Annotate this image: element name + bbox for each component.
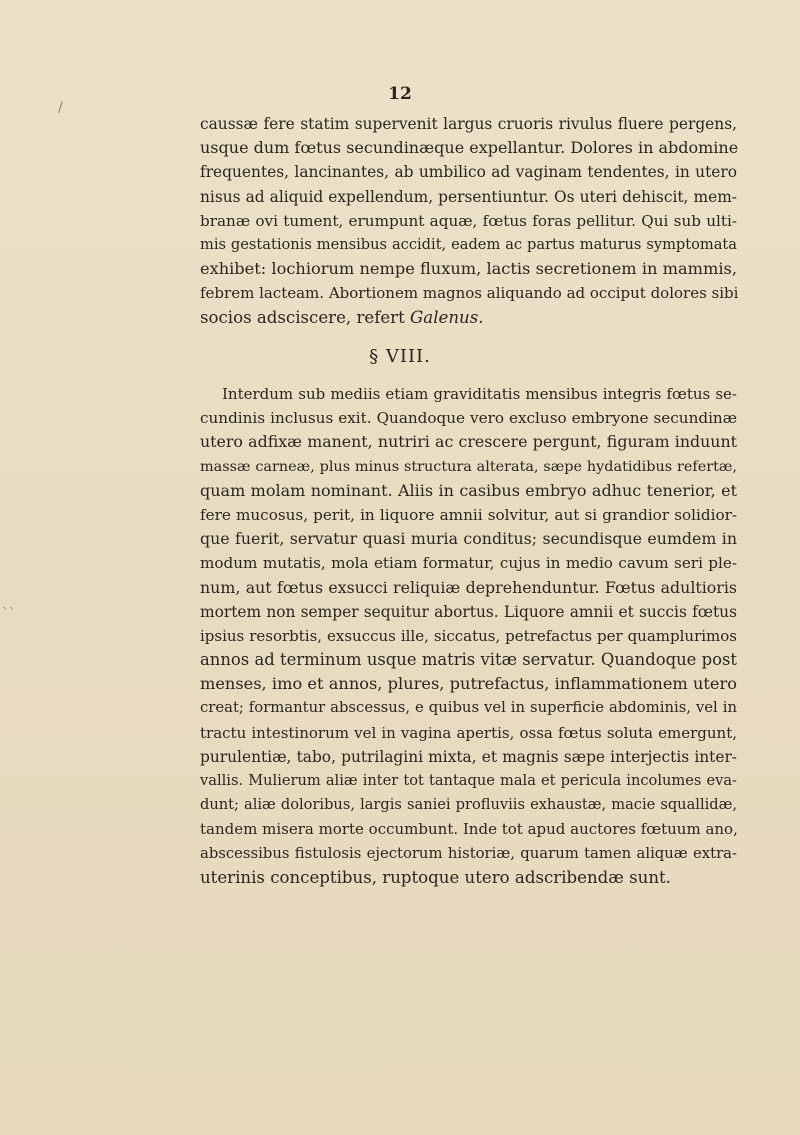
paragraph-1 xyxy=(200,112,737,330)
section-heading: § VIII. xyxy=(369,346,431,367)
paragraph-2 xyxy=(200,382,737,890)
text-line: modum mutatis, mola etiam formatur, cujus in medio cavum seri ple- xyxy=(200,554,737,573)
text-line: frequentes, lancinantes, ab umbilico ad vaginam tendentes, in utero xyxy=(200,163,737,182)
text-line: quam molam nominant. Aliis in casibus embryo adhuc tenerior, et xyxy=(200,480,737,500)
margin-mark: / xyxy=(58,100,63,116)
text-line: tandem misera morte occumbunt. Inde tot apud auctores fœtuum ano, xyxy=(200,820,738,839)
text-line: num, aut fœtus exsucci reliquiæ deprehenduntur. Fœtus adultioris xyxy=(200,577,737,597)
text-line: menses, imo et annos, plures, putrefactus, inflammationem utero xyxy=(200,674,737,694)
text-line: dunt; aliæ doloribus, largis saniei profluviis exhaustæ, macie squallidæ, xyxy=(200,796,737,814)
text-line: mis gestationis mensibus accidit, eadem ac partus maturus symptomata xyxy=(200,235,737,253)
text-line: cundinis inclusus exit. Quandoque vero excluso embryone secundinæ xyxy=(200,409,737,428)
text-line: ipsius resorbtis, exsuccus ille, siccatus, petrefactus per quamplurimos xyxy=(200,626,737,645)
text-line: utero adfixæ manent, nutriri ac crescere pergunt, figuram induunt xyxy=(200,432,737,452)
margin-mark: `` xyxy=(2,606,16,622)
text-line xyxy=(200,306,737,330)
page-number: 12 xyxy=(388,84,412,104)
text-line: tractu intestinorum vel in vagina apertis, ossa fœtus soluta emergunt, xyxy=(200,723,737,742)
text-line: exhibet: lochiorum nempe fluxum, lactis secretionem in mammis, xyxy=(200,259,737,279)
cited-author: Galenus. xyxy=(410,307,484,327)
text-line: purulentiæ, tabo, putrilagini mixta, et magnis sæpe interjectis inter- xyxy=(200,747,737,766)
text-line: creat; formantur abscessus, e quibus vel in superficie abdominis, vel in xyxy=(200,699,737,717)
text-line: Interdum sub mediis etiam graviditatis mensibus integris fœtus se- xyxy=(222,385,737,403)
text-line: febrem lacteam. Abortionem magnos aliquando ad occiput dolores sibi xyxy=(200,284,739,303)
text-line: uterinis conceptibus, ruptoque utero adscribendæ sunt. xyxy=(200,867,671,887)
text-fragment: socios adsciscere, refert xyxy=(200,307,411,327)
text-line: mortem non semper sequitur abortus. Liquore amnii et succis fœtus xyxy=(200,602,737,621)
text-line: branæ ovi tument, erumpunt aquæ, fœtus foras pellitur. Qui sub ulti- xyxy=(200,211,737,230)
text-line: usque dum fœtus secundinæque expellantur. Dolores in abdomine xyxy=(200,138,739,158)
text-line: annos ad terminum usque matris vitæ servatur. Quandoque post xyxy=(200,650,737,670)
text-line: que fuerit, servatur quasi muria conditus; secundisque eumdem in xyxy=(200,529,737,549)
text-line: caussæ fere statim supervenit largus cruoris rivulus fluere pergens, xyxy=(200,115,737,133)
text-line: fere mucosus, perit, in liquore amnii solvitur, aut si grandior solidior- xyxy=(200,505,737,524)
text-line: massæ carneæ, plus minus structura alterata, sæpe hydatidibus refertæ, xyxy=(200,458,737,475)
text-line: abscessibus fistulosis ejectorum historiæ, quarum tamen aliquæ extra- xyxy=(200,844,737,862)
text-line: vallis. Mulierum aliæ inter tot tantaque mala et pericula incolumes eva- xyxy=(200,772,737,789)
text-line: nisus ad aliquid expellendum, persentiuntur. Os uteri dehiscit, mem- xyxy=(200,187,737,206)
